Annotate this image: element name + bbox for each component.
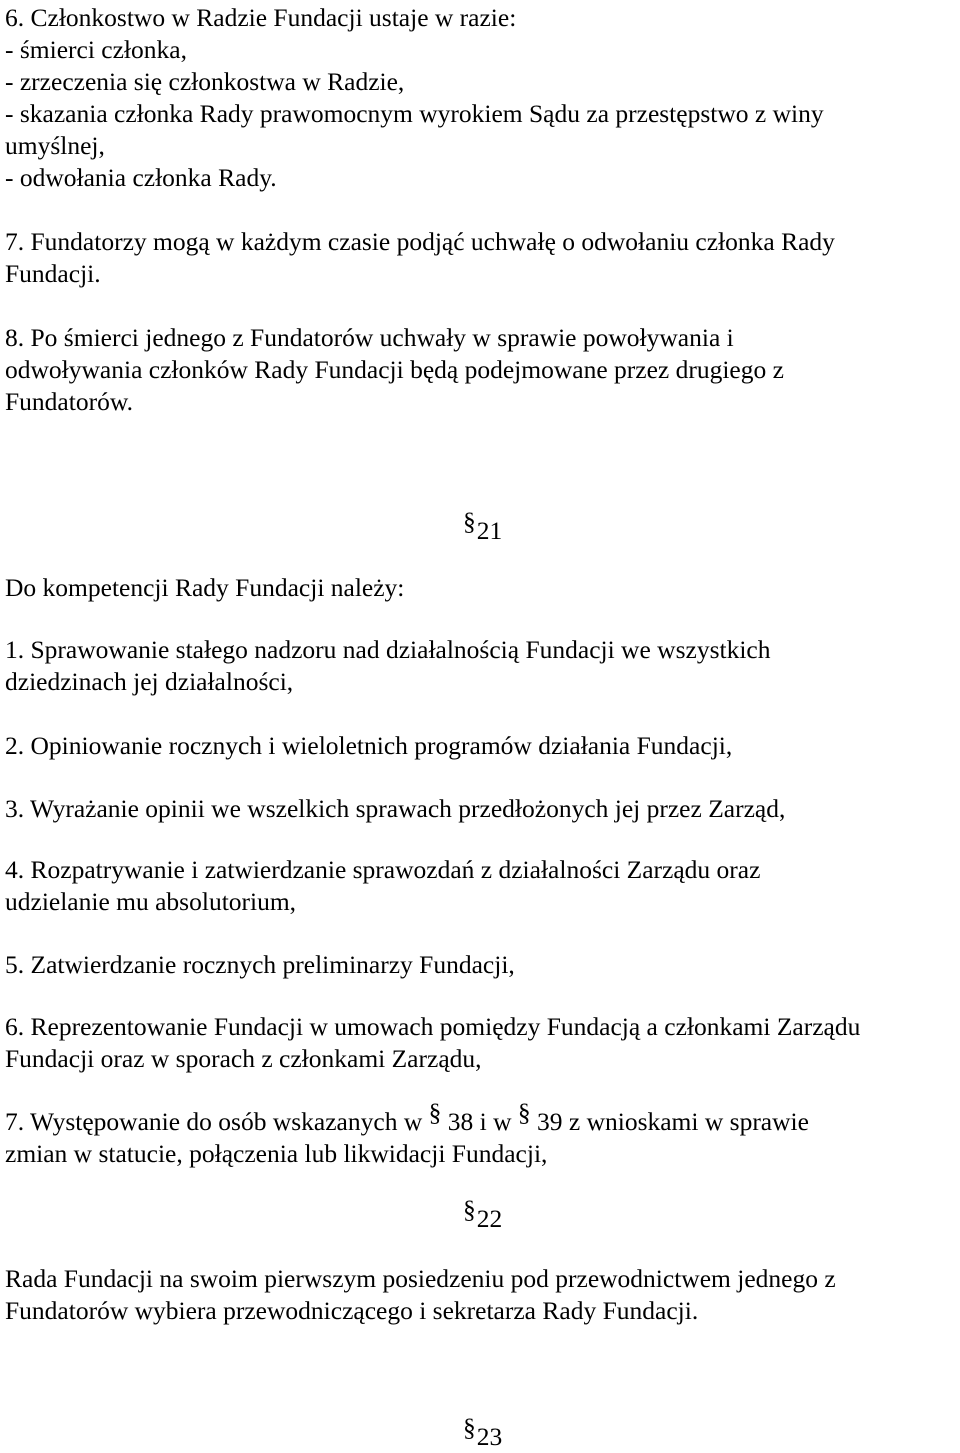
s21-item7-line1 bbox=[5, 1098, 809, 1138]
section-21-intro: Do kompetencji Rady Fundacji należy: bbox=[5, 573, 405, 602]
section-23-number: 23 bbox=[476, 1422, 503, 1451]
section-sign-icon: § bbox=[463, 507, 476, 536]
section-22-number: 22 bbox=[476, 1204, 503, 1233]
item6-sub4: - odwołania członka Rady. bbox=[5, 163, 277, 192]
item6-sub3-line2: umyślnej, bbox=[5, 131, 105, 160]
s21-item2: 2. Opiniowanie rocznych i wieloletnich programów działania Fundacji, bbox=[5, 731, 733, 760]
section-21-number: 21 bbox=[476, 516, 503, 545]
item8-line1: 8. Po śmierci jednego z Fundatorów uchwały w sprawie powoływania i bbox=[5, 323, 734, 352]
section-sign-icon: § bbox=[463, 1195, 476, 1224]
s21-item7-text-a: 7. Występowanie do osób wskazanych w bbox=[5, 1107, 429, 1136]
s21-item4-line1: 4. Rozpatrywanie i zatwierdzanie sprawozdań z działalności Zarządu oraz bbox=[5, 855, 761, 884]
s21-item7-line2: zmian w statucie, połączenia lub likwidacji Fundacji, bbox=[5, 1139, 548, 1168]
item6-heading: 6. Członkostwo w Radzie Fundacji ustaje w razie: bbox=[5, 3, 517, 32]
s21-item1-line2: dziedzinach jej działalności, bbox=[5, 667, 294, 696]
s21-item1-line1: 1. Sprawowanie stałego nadzoru nad działalnością Fundacji we wszystkich bbox=[5, 635, 771, 664]
s21-item4-line2: udzielanie mu absolutorium, bbox=[5, 887, 297, 916]
section-sign-icon: § bbox=[517, 1098, 531, 1127]
section-21-heading bbox=[463, 507, 503, 547]
item8-line2: odwoływania członków Rady Fundacji będą podejmowane przez drugiego z bbox=[5, 355, 784, 384]
section-sign-icon: § bbox=[463, 1413, 476, 1442]
s21-item5: 5. Zatwierdzanie rocznych preliminarzy Fundacji, bbox=[5, 950, 515, 979]
s21-item7-text-b: 38 i w bbox=[441, 1107, 518, 1136]
s22-text-line1: Rada Fundacji na swoim pierwszym posiedzeniu pod przewodnictwem jednego z bbox=[5, 1264, 836, 1293]
section-23-heading bbox=[463, 1413, 503, 1453]
s21-item6-line2: Fundacji oraz w sporach z członkami Zarządu, bbox=[5, 1044, 482, 1073]
s21-item6-line1: 6. Reprezentowanie Fundacji w umowach pomiędzy Fundacją a członkami Zarządu bbox=[5, 1012, 861, 1041]
section-sign-icon: § bbox=[428, 1098, 442, 1127]
item6-sub1: - śmierci członka, bbox=[5, 35, 187, 64]
item8-line3: Fundatorów. bbox=[5, 387, 133, 416]
item6-sub2: - zrzeczenia się członkostwa w Radzie, bbox=[5, 67, 405, 96]
s21-item7-text-c: 39 z wnioskami w sprawie bbox=[530, 1107, 809, 1136]
item7-line2: Fundacji. bbox=[5, 259, 101, 288]
s22-text-line2: Fundatorów wybiera przewodniczącego i sekretarza Rady Fundacji. bbox=[5, 1296, 699, 1325]
item7-line1: 7. Fundatorzy mogą w każdym czasie podjąć uchwałę o odwołaniu członka Rady bbox=[5, 227, 835, 256]
s21-item3: 3. Wyrażanie opinii we wszelkich sprawach przedłożonych jej przez Zarząd, bbox=[5, 794, 786, 823]
item6-sub3-line1: - skazania członka Rady prawomocnym wyrokiem Sądu za przestępstwo z winy bbox=[5, 99, 824, 128]
section-22-heading bbox=[463, 1195, 503, 1235]
